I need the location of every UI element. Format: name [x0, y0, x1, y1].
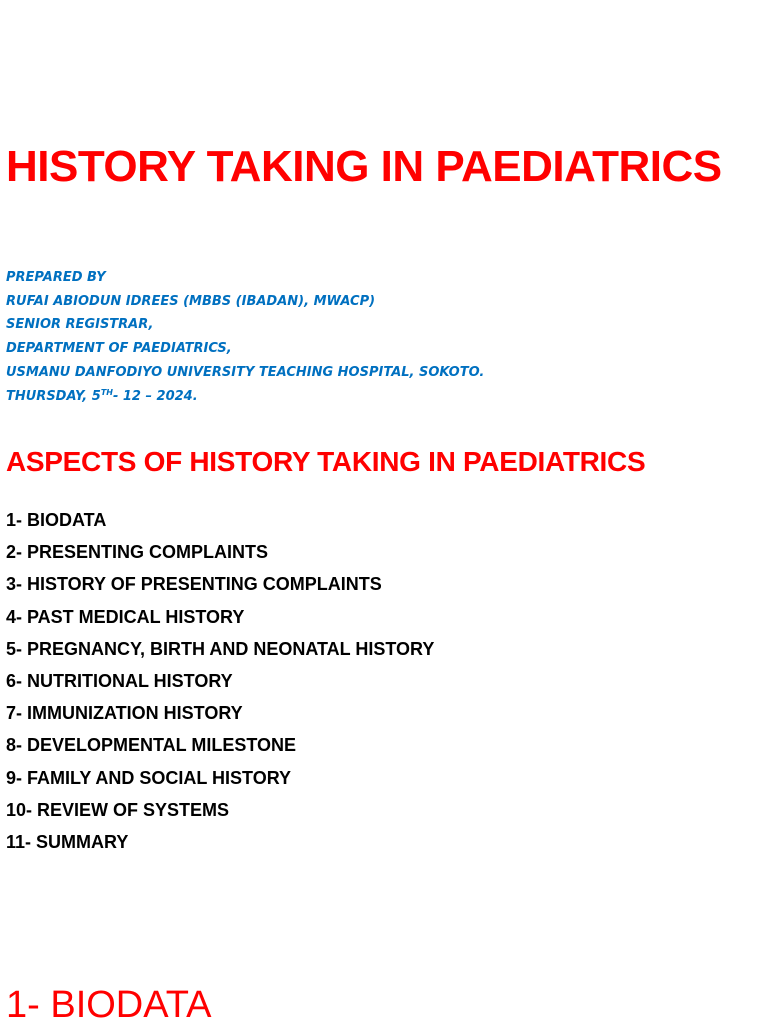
list-item: 11- SUMMARY	[6, 832, 129, 853]
aspects-list	[6, 504, 434, 858]
author-position: SENIOR REGISTRAR,	[6, 317, 154, 333]
list-item: 2- PRESENTING COMPLAINTS	[6, 542, 269, 563]
author-byline	[6, 266, 484, 408]
aspects-heading: ASPECTS OF HISTORY TAKING IN PAEDIATRICS	[6, 446, 646, 477]
author-department: DEPARTMENT OF PAEDIATRICS,	[6, 341, 232, 357]
list-item: 10- REVIEW OF SYSTEMS	[6, 799, 230, 820]
list-item: 3- HISTORY OF PRESENTING COMPLAINTS	[6, 574, 382, 595]
list-item: 5- PREGNANCY, BIRTH AND NEONATAL HISTORY	[6, 638, 435, 659]
list-item: 8- DEVELOPMENTAL MILESTONE	[6, 735, 297, 756]
list-item: 7- IMMUNIZATION HISTORY	[6, 703, 243, 724]
list-item: 1- BIODATA	[6, 510, 107, 530]
list-item: 6- NUTRITIONAL HISTORY	[6, 671, 233, 692]
author-name: RUFAI ABIODUN IDREES (MBBS (IBADAN), MWACP)	[6, 293, 376, 309]
date-superscript: TH	[100, 387, 113, 397]
prepared-by-label: PREPARED BY	[6, 270, 106, 285]
section-heading-biodata: 1- BIODATA	[6, 984, 212, 1026]
document-title: HISTORY TAKING IN PAEDIATRICS	[6, 142, 722, 191]
date-suffix: - 12 – 2024.	[112, 388, 198, 404]
list-item: 9- FAMILY AND SOCIAL HISTORY	[6, 767, 292, 788]
list-item: 4- PAST MEDICAL HISTORY	[6, 606, 245, 627]
author-institution: USMANU DANFODIYO UNIVERSITY TEACHING HOSPITAL, SOKOTO.	[6, 364, 485, 380]
date-prefix: THURSDAY, 5	[6, 388, 101, 404]
presentation-date	[6, 385, 484, 409]
